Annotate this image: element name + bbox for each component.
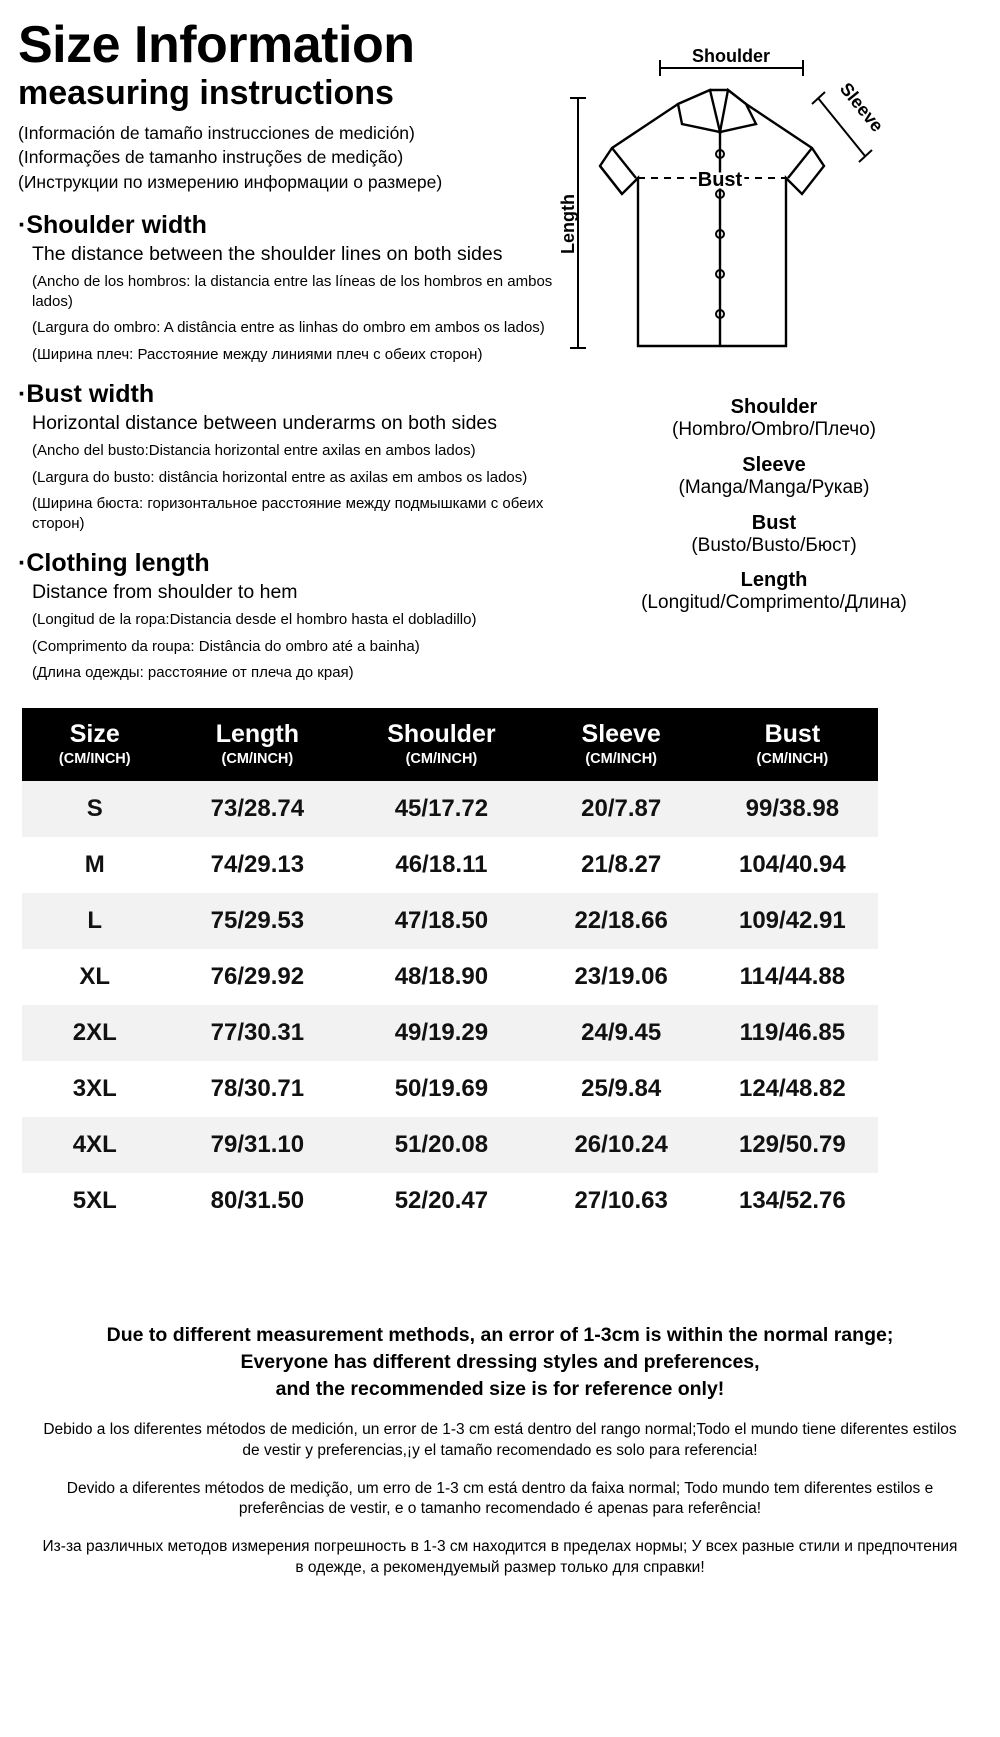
table-row <box>22 781 878 837</box>
section-translation-ru: (Ширина плеч: Расстояние между линиями плеч с обеих сторон) <box>32 345 483 363</box>
legend-title: Sleeve <box>742 453 806 476</box>
cell-size: 5XL <box>72 1186 117 1214</box>
cell-size: L <box>87 906 103 934</box>
legend-item-sleeve <box>560 454 988 500</box>
disclaimer-line-1: Due to different measurement methods, an error of 1-3cm is within the normal range; <box>106 1324 894 1346</box>
legend-item-shoulder <box>560 396 988 442</box>
shirt-diagram <box>560 28 988 388</box>
section-heading: ·Clothing length <box>18 549 210 578</box>
column-unit: (CM/INCH) <box>405 750 478 767</box>
header-translation-ru: (Инструкции по измерению информации о размере) <box>18 172 443 193</box>
cell-sleeve: 22/18.66 <box>574 906 668 934</box>
column-unit: (CM/INCH) <box>585 750 658 767</box>
cell-length: 77/30.31 <box>210 1018 305 1046</box>
column-unit: (CM/INCH) <box>221 750 294 767</box>
table-header-row <box>22 708 878 781</box>
legend-item-bust <box>560 512 988 558</box>
shoulder-label: Shoulder <box>691 46 771 66</box>
cell-sleeve: 20/7.87 <box>581 794 662 822</box>
section-clothing-length <box>18 549 558 683</box>
shirt-outline-icon <box>600 90 824 346</box>
cell-bust: 124/48.82 <box>738 1074 846 1102</box>
legend-sub: (Busto/Busto/Бюст) <box>691 534 857 556</box>
cell-shoulder: 52/20.47 <box>394 1186 489 1214</box>
cell-size: 4XL <box>72 1130 117 1158</box>
table-row <box>22 837 878 893</box>
column-header-sleeve <box>536 708 707 781</box>
cell-shoulder: 50/19.69 <box>394 1074 489 1102</box>
column-header-size <box>22 708 168 781</box>
cell-size: XL <box>79 962 111 990</box>
section-description: Distance from shoulder to hem <box>32 581 298 604</box>
cell-bust: 114/44.88 <box>739 962 846 990</box>
column-title: Shoulder <box>387 720 496 748</box>
section-translation-es: (Longitud de la ropa:Distancia desde el hombro hasta el dobladillo) <box>32 611 477 629</box>
section-translation-ru: (Длина одежды: расстояние от плеча до края) <box>32 664 354 682</box>
legend-item-length <box>560 569 988 615</box>
cell-length: 73/28.74 <box>210 794 305 822</box>
column-header-shoulder <box>347 708 535 781</box>
cell-shoulder: 49/19.29 <box>394 1018 489 1046</box>
bust-label: Bust <box>697 169 743 191</box>
cell-shoulder: 51/20.08 <box>394 1130 489 1158</box>
cell-sleeve: 27/10.63 <box>574 1186 668 1214</box>
size-table-container <box>22 708 878 1229</box>
cell-shoulder: 48/18.90 <box>394 962 489 990</box>
section-heading: ·Bust width <box>18 380 155 409</box>
cell-size: 3XL <box>72 1074 117 1102</box>
cell-bust: 119/46.85 <box>739 1018 846 1046</box>
cell-sleeve: 23/19.06 <box>574 962 668 990</box>
column-title: Bust <box>764 720 821 748</box>
section-translation-es: (Ancho del busto:Distancia horizontal entre axilas en ambos lados) <box>32 442 476 460</box>
table-row <box>22 893 878 949</box>
page-title: Size Information <box>18 16 415 74</box>
cell-sleeve: 26/10.24 <box>574 1130 668 1158</box>
cell-length: 80/31.50 <box>210 1186 305 1214</box>
cell-shoulder: 46/18.11 <box>395 850 488 878</box>
header-translation-es: (Información de tamaño instrucciones de medición) <box>18 122 415 143</box>
column-unit: (CM/INCH) <box>58 750 131 767</box>
column-title: Sleeve <box>581 720 661 748</box>
cell-bust: 109/42.91 <box>738 906 846 934</box>
section-bust-width <box>18 380 558 533</box>
table-row <box>22 1117 878 1173</box>
cell-length: 75/29.53 <box>210 906 305 934</box>
cell-length: 79/31.10 <box>210 1130 305 1158</box>
legend-title: Length <box>740 569 808 592</box>
footer-disclaimer <box>40 1322 960 1579</box>
section-description: Horizontal distance between underarms on both sides <box>32 411 498 434</box>
cell-length: 78/30.71 <box>210 1074 305 1102</box>
sleeve-label: Sleeve <box>835 78 888 136</box>
section-shoulder-width <box>18 211 558 364</box>
cell-size: M <box>84 850 105 878</box>
measurement-diagram-column <box>560 28 988 627</box>
disclaimer-note-ru: Из-за различных методов измерения погрешность в 1-3 см находится в пределах нормы; У всех разные стили и предпочтения в одежде, а рекомендуемый размер только для справки! <box>42 1538 958 1577</box>
section-translation-ru: (Ширина бюста: горизонтальное расстояние между подмышками с обеих сторон) <box>32 495 544 532</box>
length-label: Length <box>560 194 578 254</box>
cell-bust: 99/38.98 <box>745 794 840 822</box>
cell-length: 74/29.13 <box>210 850 305 878</box>
diagram-legend <box>560 396 988 615</box>
section-description: The distance between the shoulder lines on both sides <box>32 242 503 265</box>
section-translation-pt: (Comprimento da roupa: Distância do ombro até a bainha) <box>32 637 420 655</box>
column-title: Length <box>215 720 300 748</box>
section-translation-es: (Ancho de los hombros: la distancia entre las líneas de los hombros en ambos lados) <box>32 273 553 310</box>
column-header-bust <box>707 708 878 781</box>
column-unit: (CM/INCH) <box>756 750 829 767</box>
cell-length: 76/29.92 <box>210 962 305 990</box>
cell-bust: 129/50.79 <box>738 1130 846 1158</box>
cell-sleeve: 24/9.45 <box>581 1018 662 1046</box>
legend-title: Shoulder <box>730 396 818 418</box>
cell-bust: 104/40.94 <box>738 850 846 878</box>
size-table <box>22 708 878 1229</box>
table-row <box>22 949 878 1005</box>
cell-shoulder: 45/17.72 <box>394 794 489 822</box>
column-title: Size <box>69 720 120 748</box>
legend-sub: (Manga/Manga/Рукав) <box>678 476 870 498</box>
legend-sub: (Hombro/Ombro/Плечо) <box>672 419 876 440</box>
cell-sleeve: 25/9.84 <box>581 1074 662 1102</box>
disclaimer-note-pt: Devido a diferentes métodos de medição, um erro de 1-3 cm está dentro da faixa normal; Todo mundo tem diferentes estilos e preferências de vestir, e o tamanho recomendado é apenas para referência! <box>66 1479 934 1518</box>
disclaimer-note-es: Debido a los diferentes métodos de medición, un error de 1-3 cm está dentro del rango normal;Todo el mundo tiene diferentes estilos de vestir y preferencias,¡y el tamaño recomendado es solo para referencia! <box>43 1420 957 1459</box>
table-row <box>22 1005 878 1061</box>
cell-size: 2XL <box>72 1018 117 1046</box>
disclaimer-line-3: and the recommended size is for reference only! <box>275 1377 725 1400</box>
cell-bust: 134/52.76 <box>738 1186 846 1214</box>
legend-sub: (Longitud/Comprimento/Длина) <box>641 592 907 614</box>
disclaimer-line-2: Everyone has different dressing styles and preferences, <box>240 1350 760 1373</box>
table-row <box>22 1061 878 1117</box>
header-translation-pt: (Informações de tamanho instruções de medição) <box>18 147 404 168</box>
section-heading: ·Shoulder width <box>18 211 207 240</box>
section-translation-pt: (Largura do ombro: A distância entre as linhas do ombro em ambos os lados) <box>32 319 545 337</box>
cell-sleeve: 21/8.27 <box>581 850 662 878</box>
cell-shoulder: 47/18.50 <box>394 906 489 934</box>
instructions-column <box>18 18 558 690</box>
table-row <box>22 1173 878 1229</box>
cell-size: S <box>86 794 103 822</box>
legend-title: Bust <box>751 511 797 534</box>
page-subtitle: measuring instructions <box>18 74 394 113</box>
column-header-length <box>168 708 348 781</box>
section-translation-pt: (Largura do busto: distância horizontal entre as axilas em ambos os lados) <box>32 468 528 486</box>
